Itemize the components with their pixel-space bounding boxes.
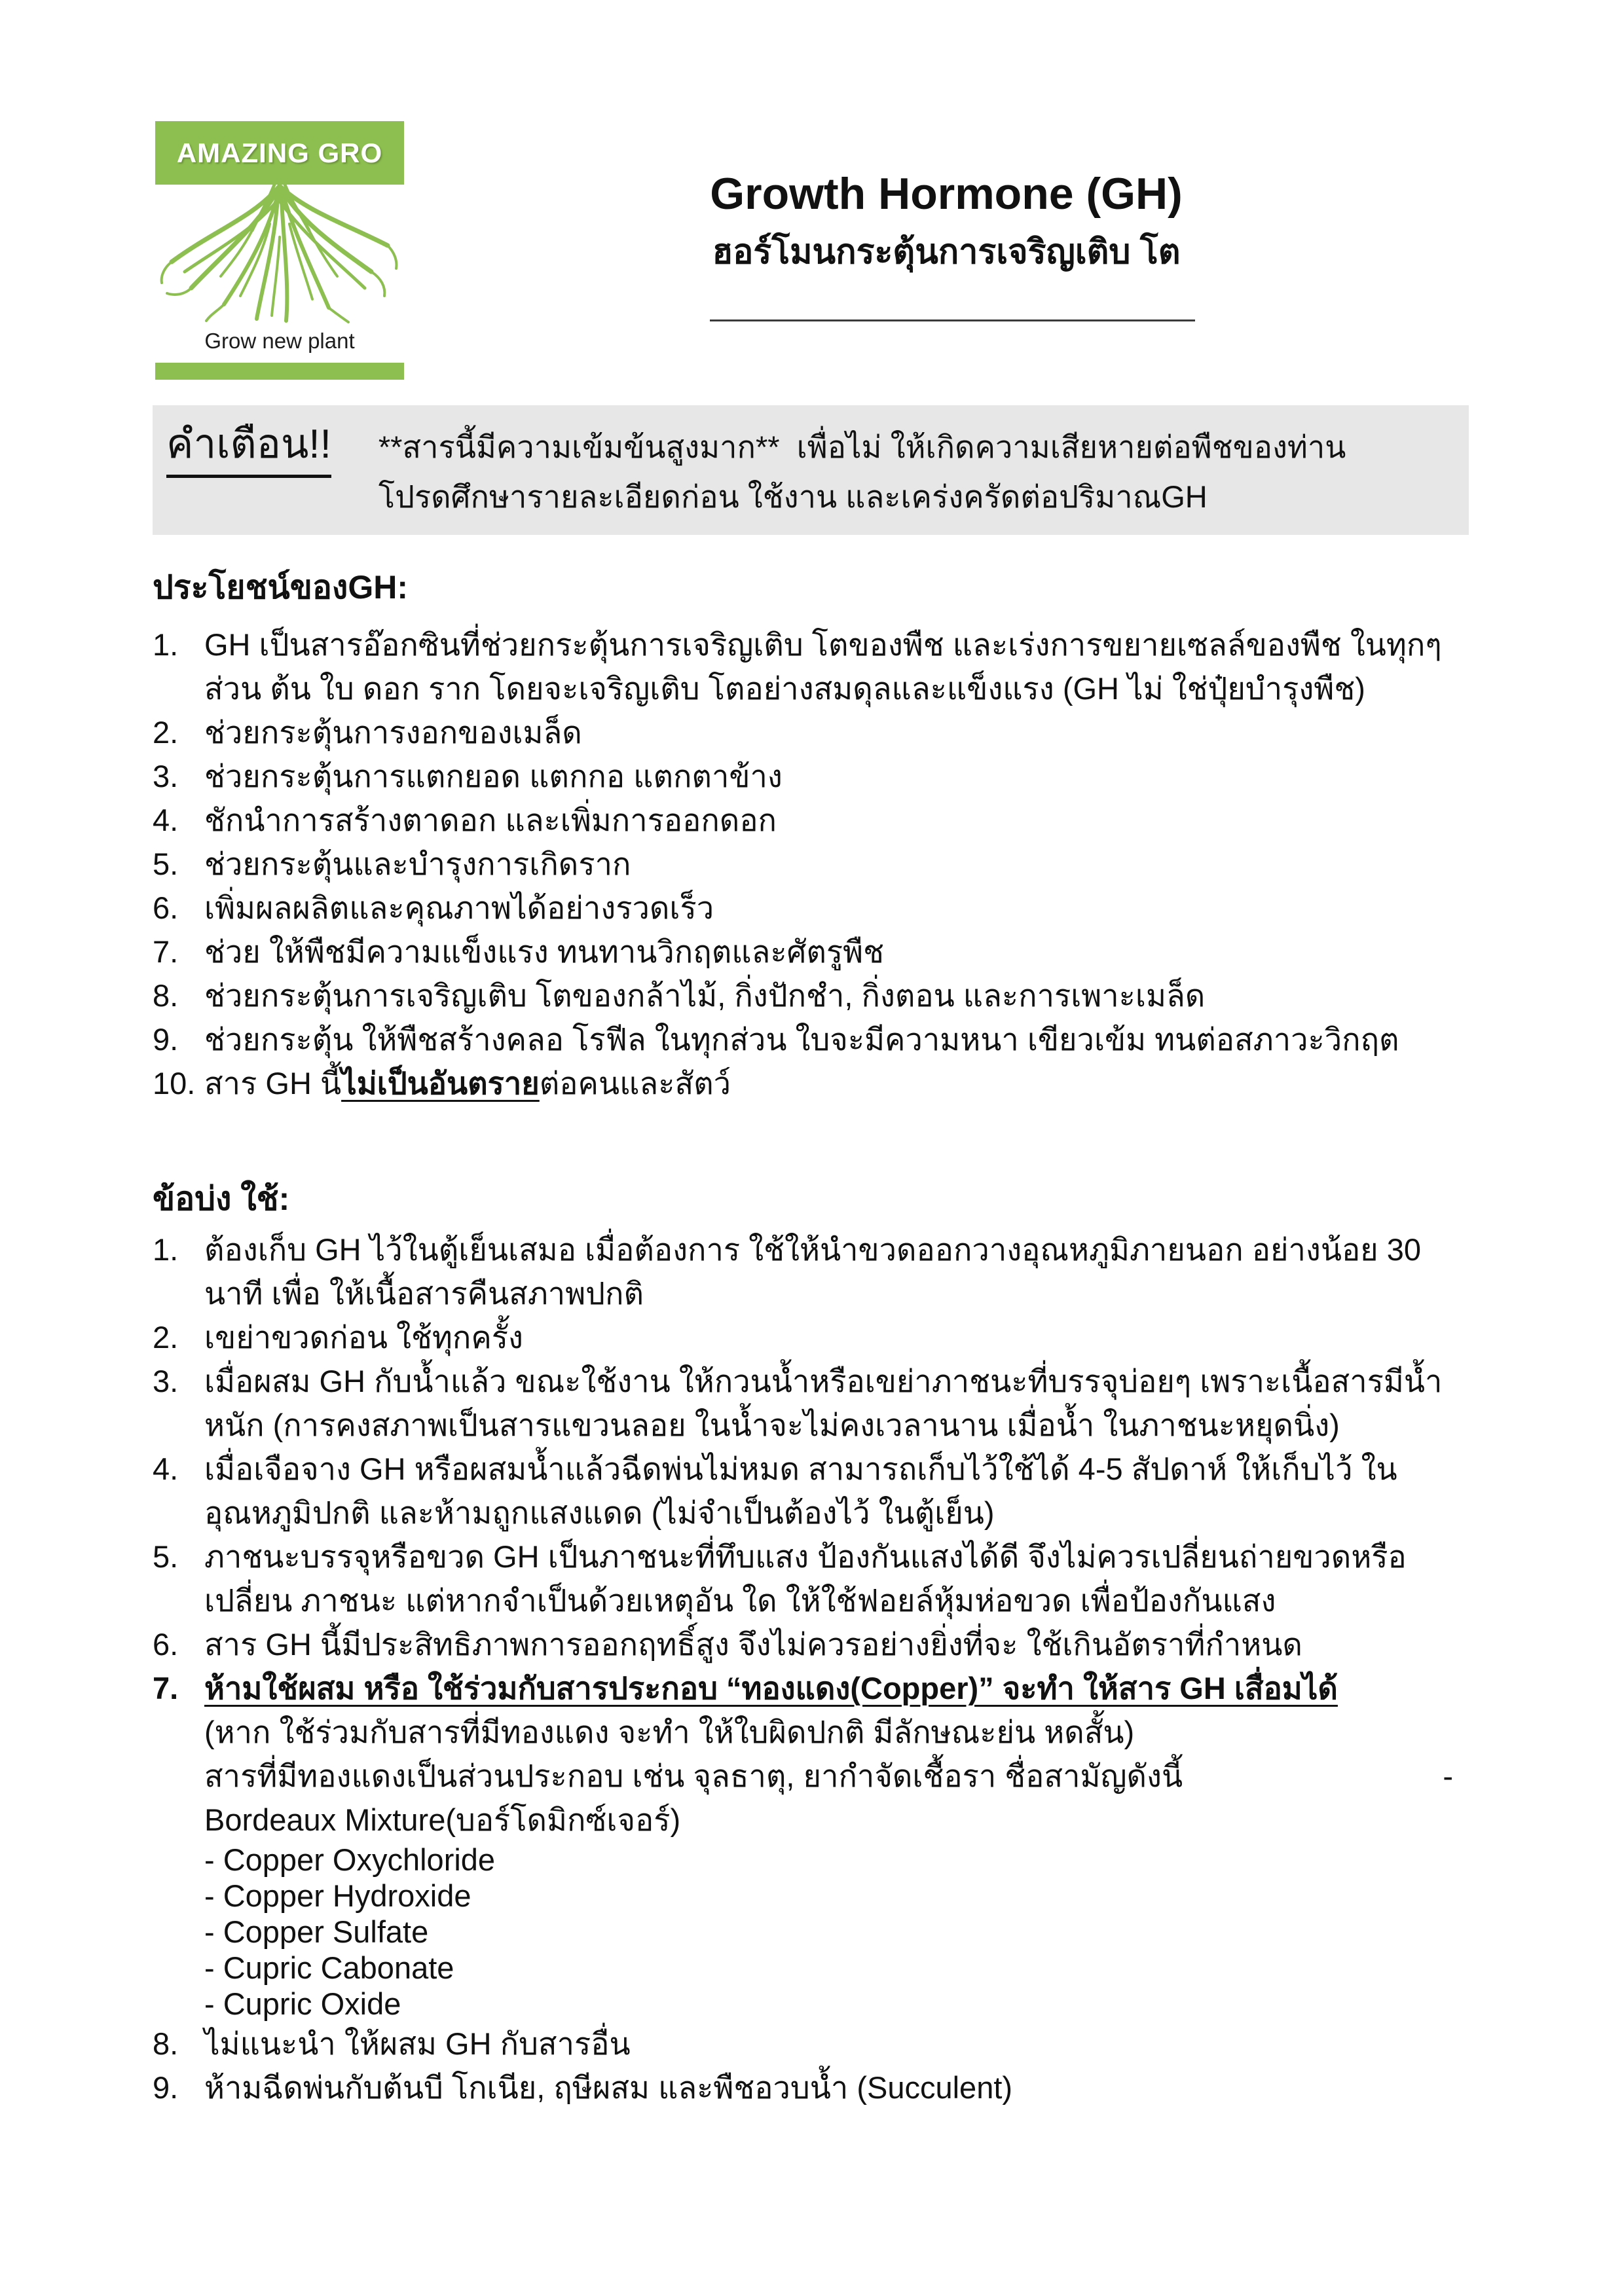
list-item	[153, 1228, 1471, 1315]
warning-text	[378, 422, 1449, 522]
item-number: 3.	[153, 1364, 179, 1398]
brand-tagline: Grow new plant	[204, 329, 355, 353]
copper-compound: - Copper Sulfate	[204, 1914, 429, 1949]
warning-label: คำเตือน!!	[166, 422, 331, 478]
list-item	[153, 1017, 1471, 1061]
list-item	[153, 886, 1471, 930]
copper-warning-note: (หาก ใช้ร่วมกับสารที่มีทองแดง จะทำ ให้ใบผิดปกติ มีลักษณะย่น หดสั้น)	[204, 1715, 1135, 1749]
list-item	[153, 2066, 1471, 2109]
item-text: GH เป็นสารอ๊อกซินที่ช่วยกระตุ้นการเจริญเติบ โตของพืช และเร่งการขยายเซลล์ของพืช ในทุกๆส่วน ต้น ใบ ดอก ราก โดยจะเจริญเติบ โตอย่างสมดุลและแข็งแรง (GH ไม่ ใช่ปุ๋ยบำรุงพืช)	[204, 627, 1442, 706]
item-text: ไม่แนะนำ ให้ผสม GH กับสารอื่น	[204, 2026, 631, 2061]
list-item	[153, 710, 1471, 754]
item-text: เขย่าขวดก่อน ใช้ทุกครั้ง	[204, 1320, 523, 1355]
item-number: 8.	[153, 978, 179, 1013]
list-item	[153, 1315, 1471, 1359]
item-number: 2.	[153, 1320, 179, 1355]
usage-heading: ข้อบ่ง ใช้:	[153, 1180, 290, 1217]
safety-prefix: สาร GH นี้	[204, 1066, 342, 1101]
item-number: 6.	[153, 1627, 179, 1662]
benefits-list	[153, 623, 1471, 1105]
copper-compound: - Cupric Cabonate	[204, 1950, 454, 1985]
brand-name: AMAZING GRO	[176, 137, 383, 168]
page-subtitle: ฮอร์โมนกระตุ้นการเจริญเติบ โต	[712, 233, 1181, 272]
brand-bar	[155, 363, 404, 380]
item-number: 4.	[153, 803, 179, 837]
item-text: ช่วยกระตุ้น ให้พืชสร้างคลอ โรฟีล ในทุกส่วน ใบจะมีความหนา เขียวเข้ม ทนต่อสภาวะวิกฤต	[204, 1022, 1399, 1057]
item-number: 1.	[153, 1232, 179, 1267]
item-text: ช่วยกระตุ้นและบำรุงการเกิดราก	[204, 847, 631, 881]
list-item	[153, 754, 1471, 798]
item-number: 4.	[153, 1451, 179, 1486]
item-number: 6.	[153, 890, 179, 925]
item-number: 5.	[153, 847, 179, 881]
warning-box	[153, 405, 1469, 535]
copper-source-dash: -	[1443, 1758, 1453, 1793]
warning-line: **สารนี้มีความเข้มข้นสูงมาก** เพื่อไม่ ให้เกิดความเสียหายต่อพืชของท่าน	[378, 429, 1346, 464]
item-text: ชักนำการสร้างตาดอก และเพิ่มการออกดอก	[204, 803, 777, 837]
title-block	[652, 169, 1241, 278]
list-item	[153, 1535, 1471, 1622]
brand-logo	[155, 121, 404, 380]
list-item	[153, 2022, 1471, 2066]
list-item	[153, 798, 1471, 842]
copper-source-text: สารที่มีทองแดงเป็นส่วนประกอบ เช่น จุลธาตุ, ยากำจัดเชื้อรา ชื่อสามัญดังนี้	[204, 1758, 1183, 1793]
item-text: เมื่อผสม GH กับน้ำแล้ว ขณะใช้งาน ให้กวนน้ำหรือเขย่าภาชนะที่บรรจุบ่อยๆ เพราะเนื้อสารมีน้ำหนัก (การคงสภาพเป็นสารแขวนลอย ในน้ำจะไม่คงเวลานาน เมื่อน้ำ ในภาชนะหยุดนิ่ง)	[204, 1364, 1443, 1442]
copper-warning-main: ห้ามใช้ผสม หรือ ใช้ร่วมกับสารประกอบ “ทองแดง(Copper)” จะทำ ให้สาร GH เสื่อมได้	[204, 1671, 1338, 1705]
item-number: 9.	[153, 2070, 179, 2105]
item-number: 3.	[153, 759, 179, 793]
item-number: 8.	[153, 2026, 179, 2061]
list-item	[153, 623, 1471, 710]
benefits-heading: ประโยชน์ของGH:	[153, 569, 408, 606]
copper-compound: - Copper Hydroxide	[204, 1878, 471, 1913]
item-text: ช่วย ให้พืชมีความแข็งแรง ทนทานวิกฤตและศัตรูพืช	[204, 934, 885, 969]
item-text: ภาชนะบรรจุหรือขวด GH เป็นภาชนะที่ทึบแสง ป้องกันแสงได้ดี จึงไม่ควรเปลี่ยนถ่ายขวดหรือเปลี่ยน ภาชนะ แต่หากจำเป็นด้วยเหตุอัน ใด ให้ใช้ฟอยล์หุ้มห่อขวด เพื่อป้องกันแสง	[204, 1539, 1407, 1618]
list-item	[153, 974, 1471, 1017]
item-text: ช่วยกระตุ้นการแตกยอด แตกกอ แตกตาข้าง	[204, 759, 783, 793]
list-item	[153, 1359, 1471, 1447]
benefits-section	[153, 568, 1471, 1105]
copper-warning-item	[153, 1666, 1471, 1710]
list-item	[153, 1622, 1471, 1666]
item-number: 10.	[153, 1066, 196, 1101]
usage-list	[153, 1228, 1471, 2109]
item-number: 9.	[153, 1022, 179, 1057]
title-divider	[710, 319, 1195, 321]
usage-section	[153, 1180, 1471, 2109]
list-item	[153, 930, 1471, 974]
item-text: ต้องเก็บ GH ไว้ในตู้เย็นเสมอ เมื่อต้องการ ใช้ให้นำขวดออกวางอุณหภูมิภายนอก อย่างน้อย 30 นาที เพื่อ ให้เนื้อสารคืนสภาพปกติ	[204, 1232, 1430, 1311]
item-text: เมื่อเจือจาง GH หรือผสมน้ำแล้วฉีดพ่นไม่หมด สามารถเก็บไว้ใช้ได้ 4-5 สัปดาห์ ให้เก็บไว้ ในอุณหภูมิปกติ และห้ามถูกแสงแดด (ไม่จำเป็นต้องไว้ ในตู้เย็น)	[204, 1451, 1397, 1530]
brand-banner	[155, 121, 404, 185]
warning-line: โปรดศึกษารายละเอียดก่อน ใช้งาน และเคร่งครัดต่อปริมาณGH	[378, 479, 1208, 514]
copper-compound: - Copper Oxychloride	[204, 1842, 496, 1877]
bordeaux-line: Bordeaux Mixture(บอร์โดมิกซ์เจอร์)	[204, 1802, 681, 1837]
item-number: 5.	[153, 1539, 179, 1574]
copper-source-line	[204, 1754, 1471, 1798]
item-text: เพิ่มผลผลิตและคุณภาพได้อย่างรวดเร็ว	[204, 890, 714, 925]
item-number: 2.	[153, 715, 179, 750]
safety-highlight: ไม่เป็นอันตราย	[341, 1066, 540, 1101]
item-text: ห้ามฉีดพ่นกับต้นบี โกเนีย, ฤษีผสม และพืชอวบน้ำ (Succulent)	[204, 2070, 1013, 2105]
item-number: 7.	[153, 934, 179, 969]
list-item	[153, 1447, 1471, 1535]
page-title: Growth Hormone (GH)	[710, 169, 1183, 219]
copper-compound-list	[204, 1842, 1471, 2022]
item-number: 7.	[153, 1671, 179, 1705]
safety-suffix: ต่อคนและสัตว์	[539, 1066, 731, 1101]
item-text: ช่วยกระตุ้นการเจริญเติบ โตของกล้าไม้, กิ่งปักชำ, กิ่งตอน และการเพาะเมล็ด	[204, 978, 1206, 1013]
list-item	[153, 842, 1471, 886]
item-text: สาร GH นี้มีประสิทธิภาพการออกฤทธิ์สูง จึงไม่ควรอย่างยิ่งที่จะ ใช้เกินอัตราที่กำหนด	[204, 1627, 1302, 1662]
item-text	[204, 1061, 1471, 1105]
copper-compound: - Cupric Oxide	[204, 1986, 401, 2021]
roots-illustration	[155, 185, 404, 327]
item-text	[204, 1666, 1471, 1710]
item-text: ช่วยกระตุ้นการงอกของเมล็ด	[204, 715, 582, 750]
list-item-safety	[153, 1061, 1471, 1105]
item-number: 1.	[153, 627, 179, 662]
